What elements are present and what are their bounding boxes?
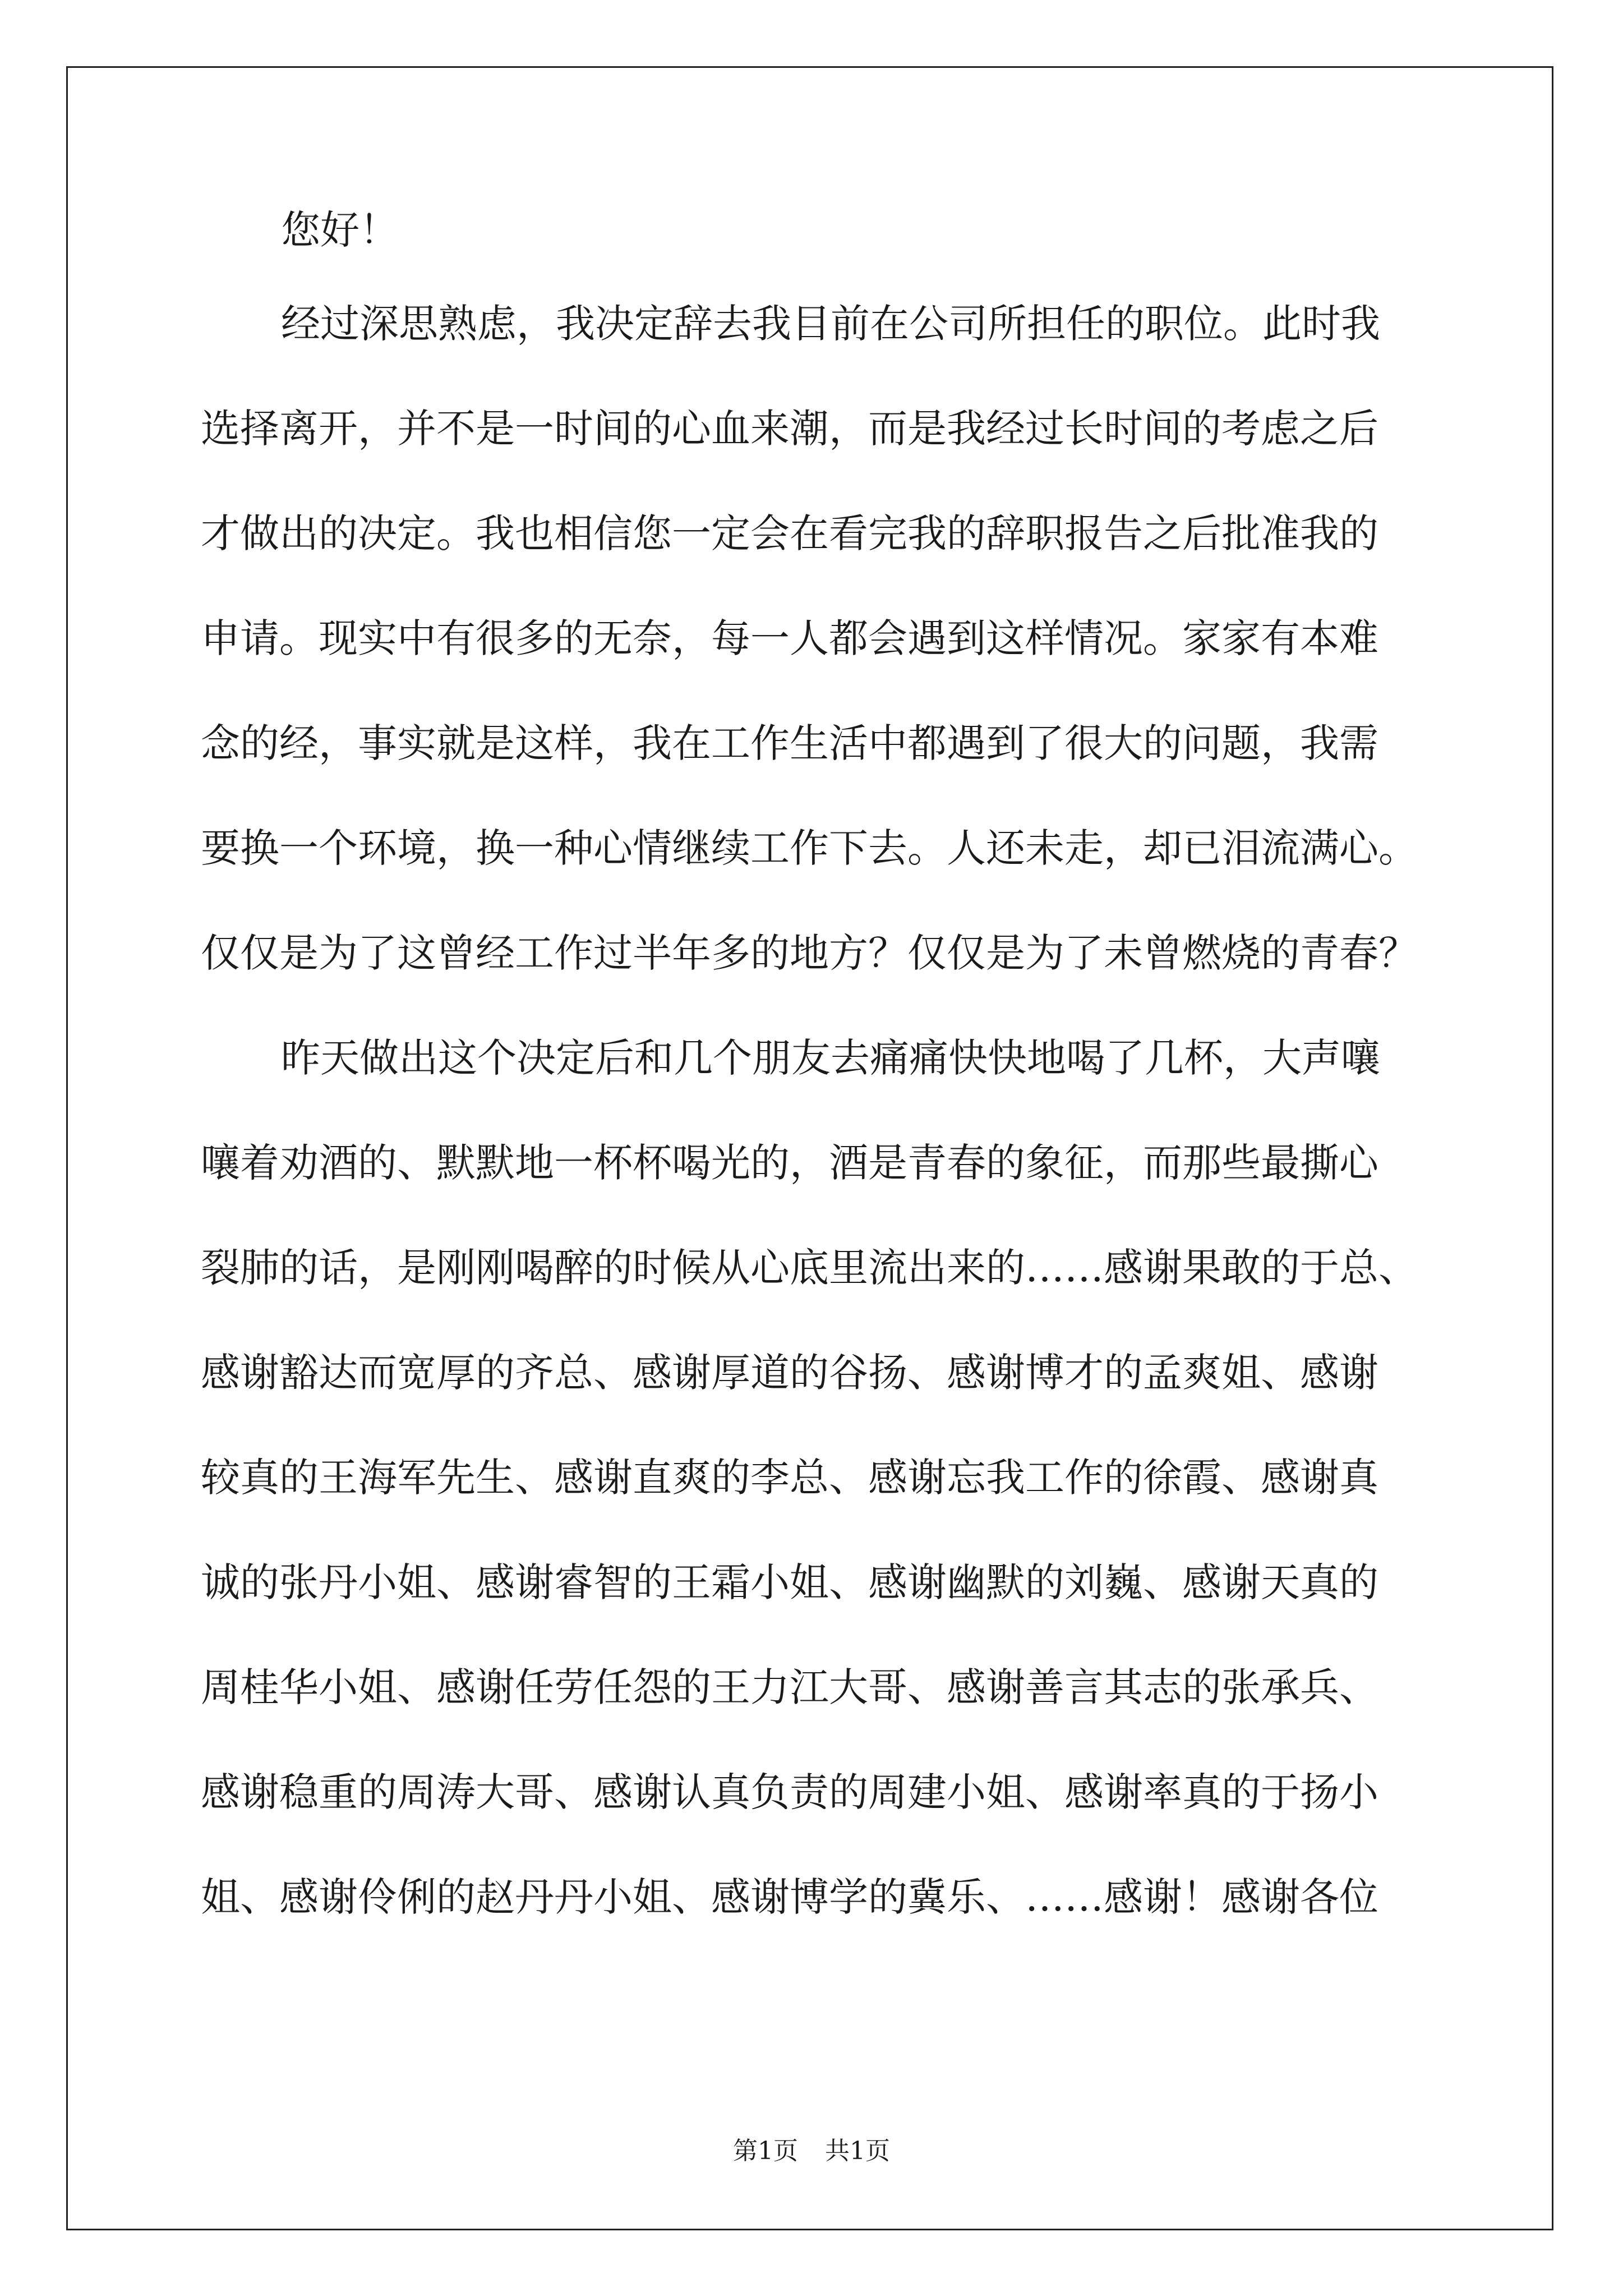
paragraph-line: 经过深思熟虑，我决定辞去我目前在公司所担任的职位。此时我: [281, 301, 1380, 347]
paragraph-line: 诚的张丹小姐、感谢睿智的王霜小姐、感谢幽默的刘巍、感谢天真的: [201, 1559, 1378, 1605]
paragraph-line: 周桂华小姐、感谢任劳任怨的王力江大哥、感谢善言其志的张承兵、: [201, 1664, 1378, 1710]
paragraph-line: 昨天做出这个决定后和几个朋友去痛痛快快地喝了几杯，大声嚷: [281, 1035, 1380, 1081]
paragraph-line: 仅仅是为了这曾经工作过半年多的地方？仅仅是为了未曾燃烧的青春？: [201, 930, 1418, 976]
paragraph-line: 要换一个环境，换一种心情继续工作下去。人还未走，却已泪流满心。: [201, 825, 1418, 871]
paragraph-line: 选择离开，并不是一时间的心血来潮，而是我经过长时间的考虑之后: [201, 406, 1378, 452]
paragraph-line: 较真的王海军先生、感谢直爽的李总、感谢忘我工作的徐霞、感谢真: [201, 1455, 1378, 1501]
paragraph-line: 嚷着劝酒的、默默地一杯杯喝光的，酒是青春的象征，而那些最撕心: [201, 1140, 1378, 1186]
page-footer: [0, 2131, 1623, 2166]
paragraph-line: 感谢稳重的周涛大哥、感谢认真负责的周建小姐、感谢率真的于扬小: [201, 1769, 1378, 1815]
paragraph-line: 姐、感谢伶俐的赵丹丹小姐、感谢博学的冀乐、……感谢！感谢各位: [201, 1874, 1378, 1920]
paragraph-line: 才做出的决定。我也相信您一定会在看完我的辞职报告之后批准我的: [201, 510, 1378, 556]
paragraph-line: 念的经，事实就是这样，我在工作生活中都遇到了很大的问题，我需: [201, 720, 1378, 766]
paragraph-line: 申请。现实中有很多的无奈，每一人都会遇到这样情况。家家有本难: [201, 615, 1378, 661]
greeting-line: 您好！: [281, 207, 399, 253]
paragraph-line: 感谢豁达而宽厚的齐总、感谢厚道的谷扬、感谢博才的孟爽姐、感谢: [201, 1350, 1378, 1396]
paragraph-line: 裂肺的话，是刚刚喝醉的时候从心底里流出来的……感谢果敢的于总、: [201, 1245, 1418, 1291]
page-total: 共1页: [825, 2137, 890, 2165]
page-number: 第1页: [733, 2137, 798, 2165]
